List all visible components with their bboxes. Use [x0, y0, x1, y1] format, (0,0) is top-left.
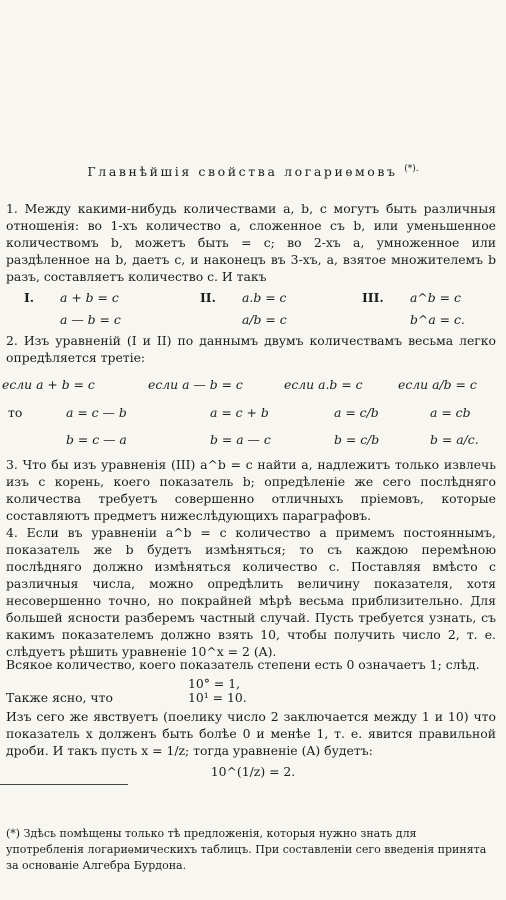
- case-4-result-b: b = a/c.: [430, 432, 479, 447]
- then-word: то: [8, 405, 23, 420]
- paragraph-4: 4. Если въ уравненіи a^b = c количество a примемъ постояннымъ, показатель же b будетъ измѣняться; то съ каждою перемѣною послѣдняго должно измѣняться количество c. Поставляя вмѣсто c различныя числа, можно опредѣлить величину показателя, хотя несовершенно точно, но покрайней мѣрѣ весьма приблизительно. Для большей ясности разберемъ частный случай. Пусть требуется узнать, съ какимъ показателемъ должно взять 10, чтобы получить число 2, т. е. слѣдуетъ рѣшить уравненіе 10^x = 2 (A).: [6, 525, 496, 659]
- page-title: [0, 164, 506, 179]
- paragraph-1: 1. Между какими-нибудь количествами a, b, c могутъ быть различныя отношенія: во 1-хъ количество a, сложенное съ b, или уменьшенное количествомъ b, можетъ быть = c; во 2-хъ a, умноженное или раздѣленное на b, даетъ c, и наконецъ въ 3-хъ, a, взятое множителемъ b разъ, составляетъ количество c. И такъ: [6, 201, 496, 284]
- group-I-eq1: a + b = c: [60, 290, 119, 305]
- group-III-eq2: b^a = c.: [410, 312, 465, 327]
- group-III-label: III.: [362, 290, 384, 305]
- case-3-condition: если a.b = c: [284, 377, 363, 392]
- title-text: Главнѣйшія свойства логариѳмовъ: [87, 164, 398, 180]
- case-1-result-b: b = c — a: [66, 432, 127, 447]
- footnote: (*) Здѣсь помѣщены только тѣ предложенія, которыя нужно знать для употребленія логариѳмическихъ таблицъ. При составленіи сего введенія принята за основаніе Алгебра Бурдона.: [6, 827, 487, 872]
- paragraph-2: 2. Изъ уравненій (I и II) по даннымъ двумъ количествамъ весьма легко опредѣляется третіе:: [6, 333, 496, 365]
- group-III-eq1: a^b = c: [410, 290, 461, 305]
- case-1-result-a: a = c — b: [66, 405, 127, 420]
- case-2-result-a: a = c + b: [210, 405, 269, 420]
- paragraph-6: Изъ сего же явствуетъ (поелику число 2 заключается между 1 и 10) что показатель x долженъ быть болѣе 0 и менѣе 1, т. е. явится правильной дроби. И такъ пусть x = 1/z; тогда уравненіе (A) будетъ:: [6, 709, 496, 758]
- group-II-label: II.: [200, 290, 216, 305]
- title-footnote-mark: (*).: [404, 164, 419, 174]
- case-2-condition: если a — b = c: [148, 377, 243, 392]
- paragraph-5: Всякое количество, коего показатель степени есть 0 означаетъ 1; слѣд.: [6, 657, 480, 672]
- equation-zero-power: 10° = 1,: [188, 676, 241, 691]
- paragraph-3: 3. Что бы изъ уравненія (III) a^b = c найти a, надлежитъ только извлечь изъ c корень, коего показатель b; опредѣленіе же сего послѣдняго количества требуетъ совершенно отличныхъ пріемовъ, которые составляютъ предметъ нижеслѣдующихъ параграфовъ.: [6, 457, 496, 523]
- group-II-eq2: a/b = c: [242, 312, 287, 327]
- equation-first-power: 10¹ = 10.: [188, 690, 247, 705]
- group-I-label: I.: [24, 290, 35, 305]
- case-4-result-a: a = cb: [430, 405, 471, 420]
- group-II-eq1: a.b = c: [242, 290, 287, 305]
- case-4-condition: если a/b = c: [398, 377, 477, 392]
- group-I-eq2: a — b = c: [60, 312, 121, 327]
- case-3-result-b: b = c/b: [334, 432, 380, 447]
- case-1-condition: если a + b = c: [2, 377, 95, 392]
- case-3-result-a: a = c/b: [334, 405, 379, 420]
- also-clear-text: Также ясно, что: [6, 690, 113, 705]
- equation-final: 10^(1/z) = 2.: [210, 764, 296, 779]
- case-2-result-b: b = a — c: [210, 432, 271, 447]
- footnote-divider: [0, 784, 128, 785]
